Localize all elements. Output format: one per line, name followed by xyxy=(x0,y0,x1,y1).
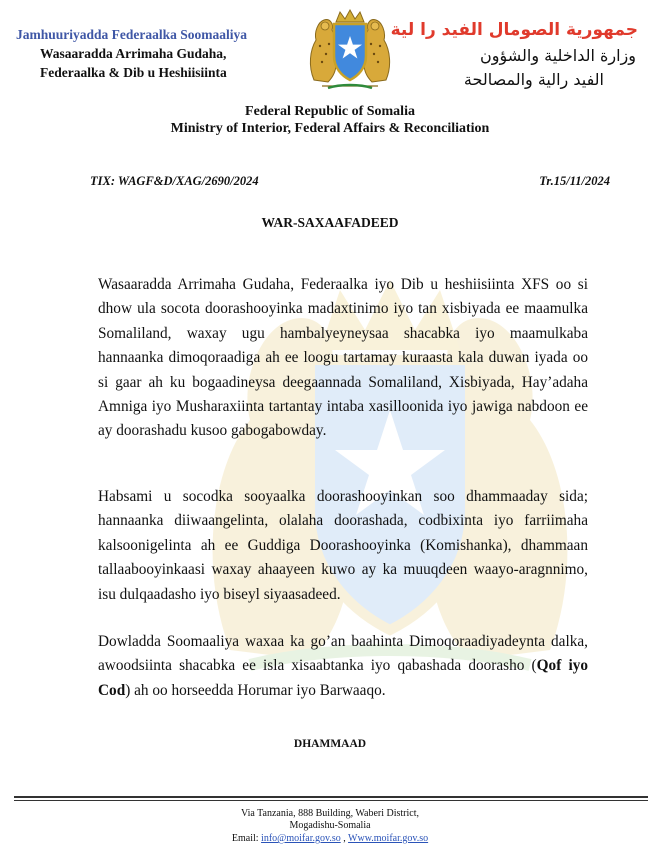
body-paragraph-1: Wasaaradda Arrimaha Gudaha, Federaalka iyo Dib u heshiisiinta XFS oo si dhow ula socota doorashooyinka madaxtinimo iyo tan xisbiyada ee maamulka Somaliland, waxay ugu hambalyeyneysaa shacabka iyo maamulkaba hannaanka dimoqoraadiga ah ee loogu tartamay kuraasta kala duwan iyada oo si gaar ah ku bogaadineysa deegaannada Somaliland, Xisbiyada, Hay’adaha Amniga iyo Musharaxiinta tartantay intaba xasilloonida iyo jawiga nabdoon ee ay doorashadu kusoo gabogabowday. xyxy=(98,276,588,440)
header-english-country-name: Federal Republic of Somalia xyxy=(245,104,415,119)
document-date: Tr.15/11/2024 xyxy=(539,174,610,188)
coat-of-arms-emblem xyxy=(300,6,400,92)
header-somali-ministry-line-1: Wasaaradda Arrimaha Gudaha, xyxy=(40,46,227,61)
header-somali-country-name: Jamhuuriyadda Federaalka Soomaaliya xyxy=(16,27,248,42)
header-arabic-ministry-line-2: الفيد رالية والمصالحة xyxy=(463,70,604,89)
footer-separator: , xyxy=(340,833,349,844)
reference-number: TIX: WAGF&D/XAG/2690/2024 xyxy=(90,174,259,188)
body-paragraph-3-text-start: Dowladda Soomaaliya waxaa ka go’an baahinta Dimoqoraadiyadeynta dalka, awoodsiinta shacabka ee isla xisaabtanka iyo qabashada doorasho ( xyxy=(98,633,588,675)
footer-address-line-1: Via Tanzania, 888 Building, Waberi District, xyxy=(240,808,420,819)
body-paragraph-2: Habsami u socodka sooyaalka doorashooyinkan soo dhammaaday sida; hannaanka diiwaangelinta, olalaha doorashada, codbixinta iyo farriimaha kalsoonigelinta ah ee Guddiga Doorashooyinka (Komishanka), dhammaan tallaabooyinkaasi waxay ahaayeen kuwo ay ka muuqdeen waayo-aragnnimo, isu dulqaadasho iyo biseyl siyaasadeed. xyxy=(98,488,588,603)
footer-email-label: Email: xyxy=(231,833,262,844)
header-somali-ministry-line-2: Federaalka & Dib u Heshiisiinta xyxy=(40,65,227,80)
footer-contact xyxy=(0,833,660,844)
footer-website-link[interactable]: Www.moifar.gov.so xyxy=(348,833,429,844)
footer-divider xyxy=(14,796,648,798)
closing-mark: DHAMMAAD xyxy=(293,738,367,750)
footer-divider-thin xyxy=(14,800,648,801)
document-title: WAR-SAXAAFADEED xyxy=(261,215,399,230)
header-arabic-country-name: جمهورية الصومال الفيد را لية xyxy=(390,20,638,40)
highlight-one-person-one-vote: Qof iyo Cod xyxy=(98,657,588,699)
header-arabic-ministry-line-1: وزارة الداخلية والشؤون xyxy=(480,46,636,65)
body-paragraph-3 xyxy=(98,630,588,703)
footer-address-line-2: Mogadishu-Somalia xyxy=(289,820,371,831)
header-english-ministry-name: Ministry of Interior, Federal Affairs & Reconciliation xyxy=(170,121,490,136)
body-paragraph-3-text-end: ) ah oo horseedda Horumar iyo Barwaaqo. xyxy=(125,681,386,699)
footer-email-link[interactable]: info@moifar.gov.so xyxy=(261,833,341,844)
